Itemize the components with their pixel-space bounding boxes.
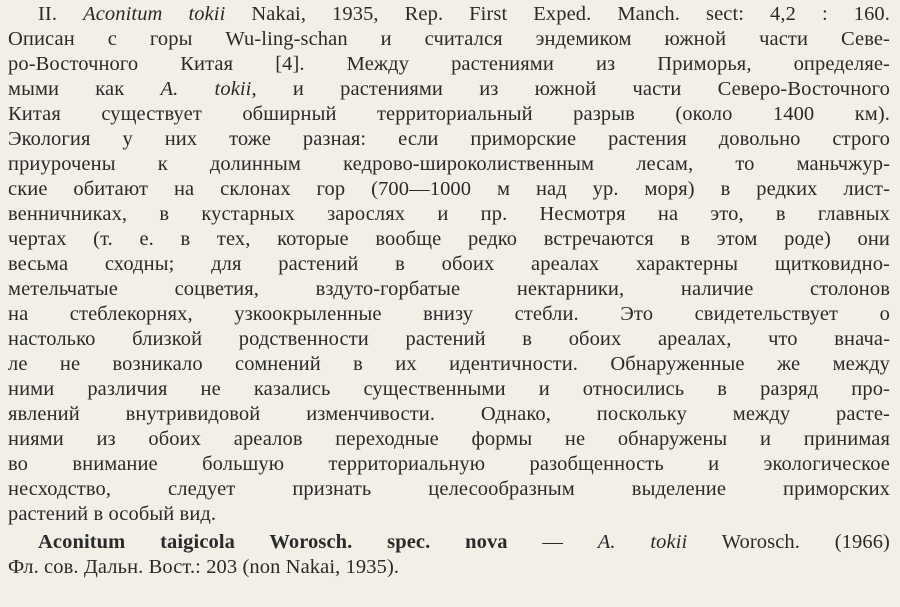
- text-line-6: Экология у них тоже разная: если приморские растения довольно строго: [8, 128, 890, 150]
- taxon-name: Aconitum tokii: [83, 3, 226, 25]
- text-line-2: Описан с горы Wu-ling-schan и считался эндемиком южной части Севе-: [8, 28, 890, 50]
- text-line-11: весьма сходны; для растений в обоих ареалах характерны щитковидно-: [8, 253, 890, 275]
- text-line-18: ниями из обоих ареалов переходные формы не обнаружены и принимая: [8, 428, 890, 450]
- text-line-1: [38, 2, 890, 26]
- synonym-taxon: A. tokii: [597, 531, 688, 553]
- taxon-citation: Nakai, 1935, Rep. First Exped. Manch. sect: 4,2 : 160.: [225, 3, 891, 25]
- text-line-23: Фл. сов. Дальн. Вост.: 203 (non Nakai, 1935).: [8, 556, 400, 578]
- text-line-10: чертах (т. е. в тех, которые вообще редко встречаются в этом роде) они: [8, 228, 890, 250]
- text-line-16: ними различия не казались существенными и относились в разряд про-: [8, 378, 890, 400]
- text-line-5: Китая существует обширный территориальный разрыв (около 1400 км).: [8, 103, 890, 125]
- text-line-12: метельчатые соцветия, вздуто-горбатые нектарники, наличие столонов: [8, 278, 890, 300]
- text-line-17: явлений внутривидовой изменчивости. Однако, поскольку между расте-: [8, 403, 890, 425]
- text-line-13: на стеблекорнях, узкоокрыленные внизу стебли. Это свидетельствует о: [8, 303, 890, 325]
- synonym-dash: —: [507, 531, 598, 553]
- text-line-20: несходство, следует признать целесообразным выделение приморских: [8, 478, 890, 500]
- section-number: II.: [38, 3, 58, 25]
- text-line-14: настолько близкой родственности растений в обоих ареалах, что внача-: [8, 328, 890, 350]
- text-line-8: ские обитают на склонах гор (700—1000 м над ур. моря) в редких лист-: [8, 178, 890, 200]
- text-line-15: ле не возникало сомнений в их идентичности. Обнаруженные же между: [8, 353, 890, 375]
- text-line-3: ро-Восточного Китая [4]. Между растениями из Приморья, определяе-: [8, 53, 890, 75]
- text-line-22: [38, 530, 890, 554]
- synonym-author: Worosch. (1966): [687, 531, 890, 553]
- text-line-4: [8, 77, 890, 101]
- text-line-21: растений в особый вид.: [8, 503, 217, 525]
- line-4-suffix: , и растениями из южной части Северо-Восточного: [251, 78, 890, 100]
- line-4-prefix: мыми как: [8, 78, 161, 100]
- line-4-taxon: A. tokii: [160, 78, 252, 100]
- text-line-7: приурочены к долинным кедрово-широколиственным лесам, то маньчжур-: [8, 153, 890, 175]
- text-line-19: во внимание большую территориальную разобщенность и экологическое: [8, 453, 890, 475]
- new-species-name: Aconitum taigicola Worosch. spec. nova: [38, 531, 508, 553]
- text-line-9: венничниках, в кустарных зарослях и пр. Несмотря на это, в главных: [8, 203, 890, 225]
